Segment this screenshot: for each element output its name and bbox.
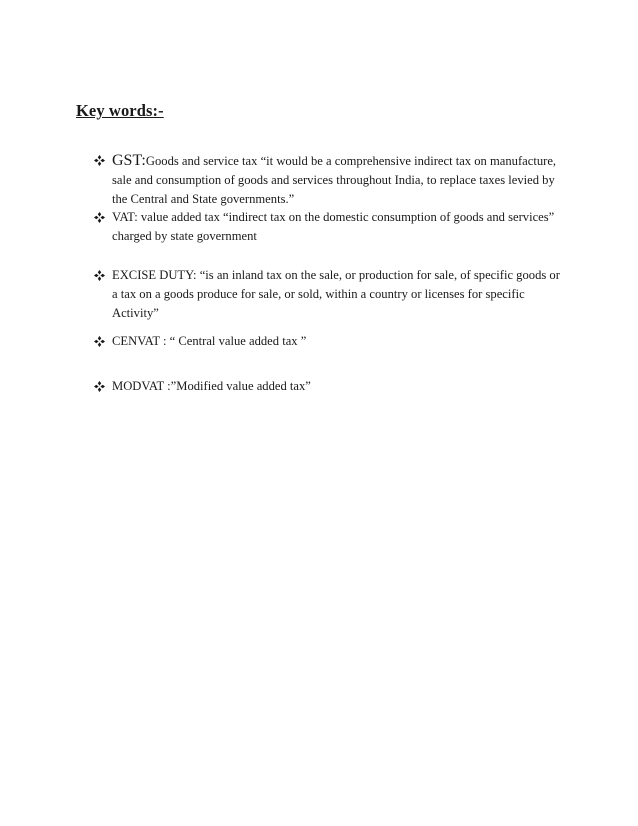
four-diamond-bullet-icon xyxy=(94,377,106,396)
list-item-text: VAT: value added tax “indirect tax on the domestic consumption of goods and services” charged by state government xyxy=(112,210,555,243)
term-gst: GST: xyxy=(112,152,146,169)
four-diamond-bullet-icon xyxy=(94,208,106,227)
section-heading: Key words:- xyxy=(76,101,164,120)
list-item-vat xyxy=(94,208,568,246)
list-item-excise-duty xyxy=(94,266,568,323)
four-diamond-bullet-icon xyxy=(94,332,106,351)
list-item-text: CENVAT : “ Central value added tax ” xyxy=(112,334,307,348)
list-item-text: EXCISE DUTY: “is an inland tax on the sale, or production for sale, of specific goods or a tax on a goods produce for sale, or sold, within a country or licenses for specific Activity” xyxy=(112,268,560,320)
list-item-text: MODVAT :”Modified value added tax” xyxy=(112,379,311,393)
list-item-gst xyxy=(94,151,568,209)
four-diamond-bullet-icon xyxy=(94,151,106,170)
list-item-modvat xyxy=(94,377,568,396)
list-item-cenvat xyxy=(94,332,568,351)
four-diamond-bullet-icon xyxy=(94,266,106,285)
list-item-text xyxy=(112,151,568,209)
definition-gst: Goods and service tax “it would be a comprehensive indirect tax on manufacture, sale and consumption of goods and services throughout India, to replace taxes levied by the Central and State governments.” xyxy=(112,154,557,206)
